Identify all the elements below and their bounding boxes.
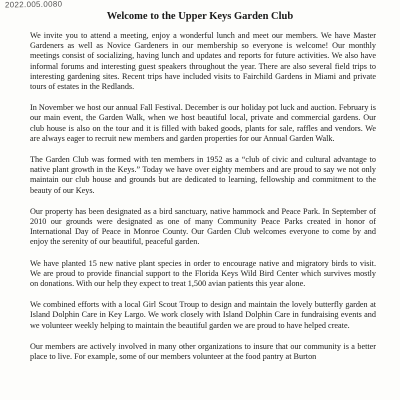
paragraph-history: The Garden Club was formed with ten members in 1952 as a “club of civic and cultural advantage to native plant growth in the Keys.” Today we have over eighty members and are proud to say we not only maintain our club house and grounds but are dedicated to learning, fellowship and commitment to the beauty of our Keys. [30, 155, 376, 195]
document-body [30, 31, 376, 373]
archive-stamp: 2022.005.0080 [4, 0, 63, 10]
paragraph-community: Our members are actively involved in many other organizations to insure that our community is a better place to live. For example, some of our members volunteer at the food pantry at Burton [30, 341, 376, 362]
page-title: Welcome to the Upper Keys Garden Club [106, 11, 294, 22]
paragraph-events: In November we host our annual Fall Festival. December is our holiday pot luck and auction. February is our main event, the Garden Walk, when we host beautiful local, private and commercial gardens. Our club house is also on the tour and it is filled with baked goods, plants for sale, raffles and vendors. We are always eager to recruit new members and garden properties for our Annual Garden Walk. [30, 103, 376, 143]
paragraph-birds: We have planted 15 new native plant species in order to encourage native and migratory birds to visit. We are proud to provide financial support to the Florida Keys Wild Bird Center which survives mostly on donations. With our help they expect to treat 1,500 avian patients this year alone. [30, 258, 376, 289]
paragraph-intro: We invite you to attend a meeting, enjoy a wonderful lunch and meet our members. We have Master Gardeners as well as Novice Gardeners in our membership so everyone is welcome! Our monthly meetings consist of socializing, having lunch and updates and reports for future activities. We also have informal forums and interesting guest speakers throughout the year. There are also several field trips to interesting gardening sites. Recent trips have included visits to Fairchild Gardens in Miami and private tours of estates in the Redlands. [30, 31, 376, 92]
paragraph-butterfly-garden: We combined efforts with a local Girl Scout Troup to design and maintain the lovely butterfly garden at Island Dolphin Care in Key Largo. We work closely with Island Dolphin Care in fundraising events and we volunteer weekly helping to maintain the beautiful garden we are proud to have helped create. [30, 300, 376, 330]
paragraph-property: Our property has been designated as a bird sanctuary, native hammock and Peace Park. In September of 2010 our grounds were designated as one of many Community Peace Parks created in honor of International Day of Peace in Monroe County. Our Garden Club welcomes everyone to come by and enjoy the serenity of our beautiful, peaceful garden. [30, 206, 376, 247]
